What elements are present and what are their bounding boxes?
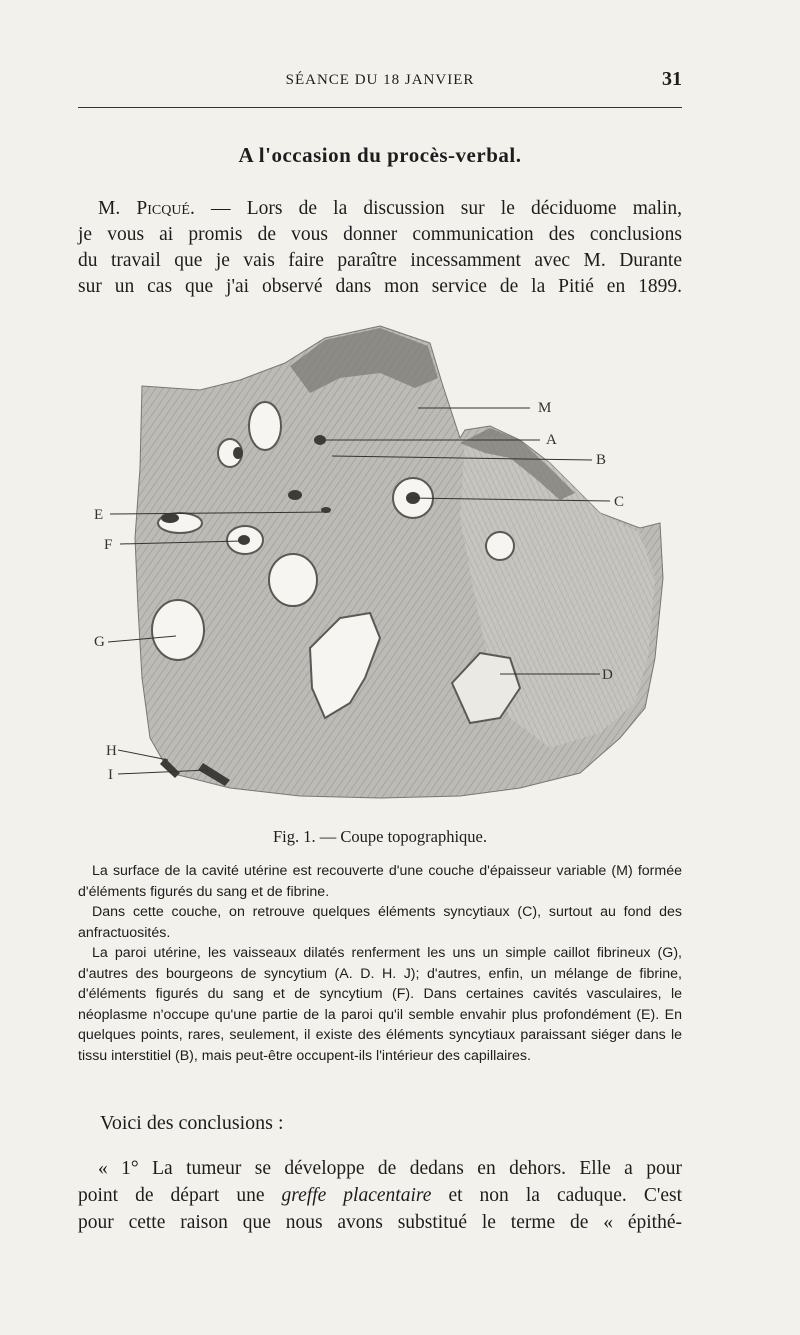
figure-caption: Fig. 1. — Coupe topographique. xyxy=(272,827,488,846)
conclusion-line: pour cette raison que nous avons substitué le terme de « épithé- xyxy=(78,1212,682,1233)
conclusion-paragraph xyxy=(78,1155,682,1236)
conclusion-line: « 1° La tumeur se développe de dedans en dehors. Elle a pour xyxy=(98,1158,682,1179)
label-C: C xyxy=(614,494,625,510)
conclusion-text: point de départ une xyxy=(78,1185,282,1206)
figure-legend xyxy=(78,861,682,1066)
histology-illustration xyxy=(80,318,680,828)
label-H: H xyxy=(106,743,117,759)
conclusion-text: et non la caduque. C'est xyxy=(431,1185,683,1206)
conclusion-emphasis: greffe placentaire xyxy=(281,1185,432,1206)
intro-line xyxy=(78,196,682,222)
intro-line-text: — Lors de la discussion sur le déciduome malin, xyxy=(211,198,682,219)
legend-paragraph: La surface de la cavité utérine est recouverte d'une couche d'épaisseur variable (M) formée d'éléments figurés du sang et de fibrine. xyxy=(78,863,682,900)
legend-paragraph: Dans cette couche, on retrouve quelques éléments syncytiaux (C), surtout au fond des anfractuosités. xyxy=(78,904,682,941)
conclusion-line xyxy=(78,1182,682,1209)
running-title: SÉANCE DU 18 JANVIER xyxy=(285,72,475,88)
intro-line: je vous ai promis de vous donner communication des conclusions xyxy=(78,224,682,245)
intro-paragraph xyxy=(78,196,682,300)
label-M: M xyxy=(538,400,552,416)
label-I: I xyxy=(108,767,113,783)
label-G: G xyxy=(94,634,105,650)
label-E: E xyxy=(94,507,104,523)
intro-line: sur un cas que j'ai observé dans mon service de la Pitié en 1899. xyxy=(78,276,682,297)
histology-figure xyxy=(80,318,680,828)
label-A: A xyxy=(546,432,557,448)
legend-paragraph: La paroi utérine, les vaisseaux dilatés renferment les uns un simple caillot fibrineux (G), d'autres des bourgeons de syncytium (A. D. H. J); d'autres, enfin, un mélange de fibrine, d'éléments figurés du sang et de syncytium (F). Dans certaines cavités vasculaires, le néoplasme n'occupe qu'une partie de la paroi qu'il semble envahir plus profondément (E). En quelques points, rares, seulement, il existe des éléments syncytiaux paraissant siéger dans le tissu interstitiel (B), mais peut-être occupent-ils l'intérieur des capillaires. xyxy=(78,945,682,1064)
label-F: F xyxy=(104,537,113,553)
section-title: A l'occasion du procès-verbal. xyxy=(238,143,522,167)
conclusion-heading: Voici des conclusions : xyxy=(100,1112,284,1134)
header-rule xyxy=(78,107,682,108)
page-number: 31 xyxy=(662,68,682,90)
page-header xyxy=(78,64,682,94)
label-D: D xyxy=(602,667,613,683)
speaker-name: M. Picqué. xyxy=(98,198,195,219)
label-B: B xyxy=(596,452,607,468)
intro-line: du travail que je vais faire paraître incessamment avec M. Durante xyxy=(78,250,682,271)
